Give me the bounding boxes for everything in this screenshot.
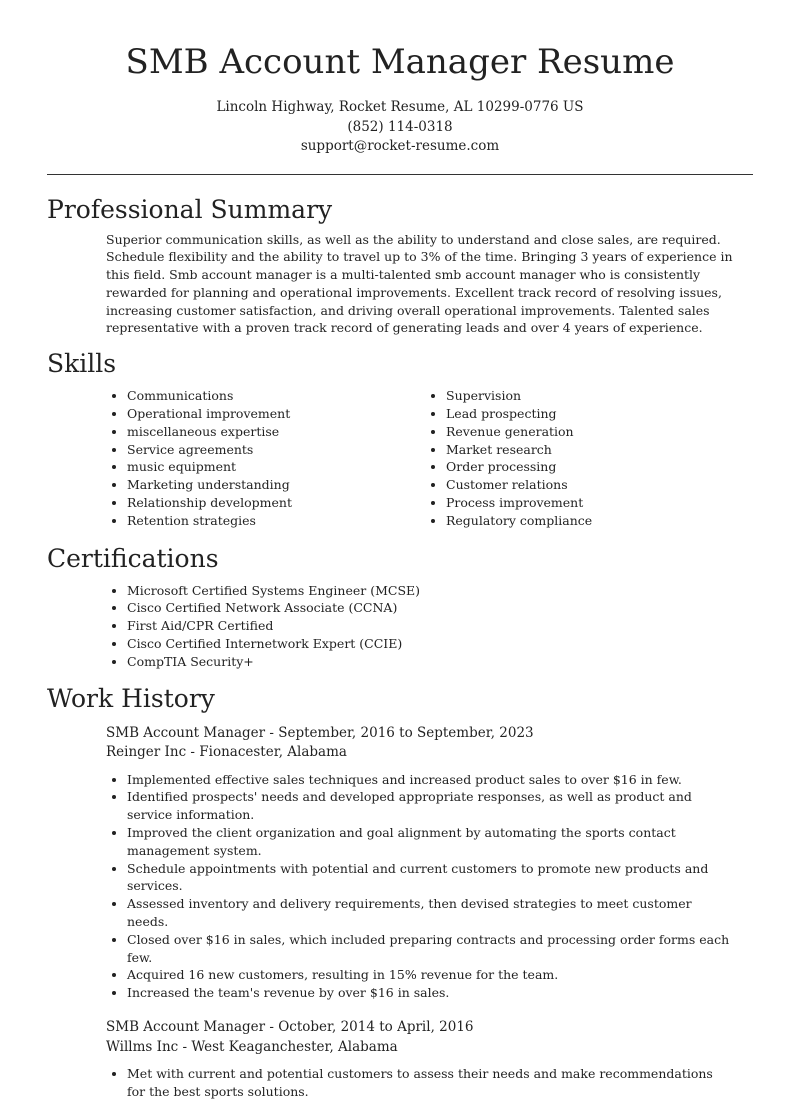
certifications-section (47, 542, 753, 671)
skill-item: • Relationship development (127, 494, 367, 512)
contact-address: Lincoln Highway, Rocket Resume, AL 10299-0776 US (216, 99, 584, 115)
certification-item: • First Aid/CPR Certified (127, 617, 753, 635)
job-bullet: • Acquired 16 new customers, resulting in 15% revenue for the team. (127, 966, 733, 984)
skill-item: • Operational improvement (127, 405, 367, 423)
skill-item: • Customer relations (446, 476, 686, 494)
summary-text: Superior communication skills, as well as the ability to understand and close sales, are required. Schedule flexibility and the ability to travel up to 3% of the time. Bringing 3 years of experience in this field. Smb account manager is a multi-talented smb account manager who is consistently rewarded for planning and operational improvements. Excellent track record of resolving issues, increasing customer satisfaction, and driving overall operational improvements. Talented sales representative with a proven track record of generating leads and over 4 years of experience. (106, 231, 733, 336)
skill-item: • Regulatory compliance (446, 512, 686, 530)
skills-list-left (47, 387, 367, 529)
job-title-line: SMB Account Manager - October, 2014 to April, 2016 (106, 1019, 474, 1035)
skill-item: • Supervision (446, 387, 686, 405)
header-divider (47, 174, 753, 175)
certifications-list (47, 582, 753, 671)
skill-item: • Retention strategies (127, 512, 367, 530)
work-history-heading: Work History (47, 683, 215, 713)
skill-item: • Lead prospecting (446, 405, 686, 423)
job-entry (47, 724, 753, 1002)
skill-item: • Communications (127, 387, 367, 405)
summary-section (47, 193, 753, 338)
job-bullet: • Assessed inventory and delivery requirements, then devised strategies to meet customer needs. (127, 895, 733, 931)
job-company-line: Willms Inc - West Keaganchester, Alabama (106, 1038, 398, 1055)
job-entry (47, 1018, 753, 1101)
skill-item: • Market research (446, 441, 686, 459)
resume-header (47, 0, 753, 157)
contact-phone: (852) 114-0318 (347, 118, 453, 135)
skill-item: • Revenue generation (446, 423, 686, 441)
skill-item: • Marketing understanding (127, 476, 367, 494)
skill-item: • Order processing (446, 458, 686, 476)
skills-columns (47, 387, 753, 529)
certifications-heading: Certifications (47, 543, 219, 573)
skills-section (47, 347, 753, 529)
skills-list-right (367, 387, 686, 529)
certification-item: • CompTIA Security+ (127, 653, 753, 671)
skill-item: • Service agreements (127, 441, 367, 459)
job-bullet: • Increased the team's revenue by over $16 in sales. (127, 984, 733, 1002)
job-bullet: • Implemented effective sales techniques and increased product sales to over $16 in few. (127, 771, 733, 789)
job-title-line: SMB Account Manager - September, 2016 to September, 2023 (106, 724, 534, 741)
job-bullets (47, 771, 753, 1002)
certification-item: • Cisco Certified Internetwork Expert (CCIE) (127, 635, 753, 653)
summary-heading: Professional Summary (47, 194, 333, 224)
job-bullet: • Met with current and potential customers to assess their needs and make recommendations for the best sports solutions. (127, 1065, 733, 1101)
skill-item: • music equipment (127, 458, 367, 476)
job-bullet: • Schedule appointments with potential and current customers to promote new products and services. (127, 860, 733, 896)
job-bullet: • Identified prospects' needs and developed appropriate responses, as well as product and service information. (127, 788, 733, 824)
certification-item: • Cisco Certified Network Associate (CCNA) (127, 599, 753, 617)
work-history-section (47, 682, 753, 1101)
job-bullets (47, 1065, 753, 1101)
skill-item: • miscellaneous expertise (127, 423, 367, 441)
skill-item: • Process improvement (446, 494, 686, 512)
job-company-line: Reinger Inc - Fionacester, Alabama (106, 744, 347, 761)
resume-title: SMB Account Manager Resume (125, 42, 675, 82)
job-bullet: • Improved the client organization and goal alignment by automating the sports contact management system. (127, 824, 733, 860)
skills-heading: Skills (47, 349, 117, 379)
contact-email: support@rocket-resume.com (300, 138, 500, 154)
job-bullet: • Closed over $16 in sales, which included preparing contracts and processing order forms each few. (127, 931, 733, 967)
certification-item: • Microsoft Certified Systems Engineer (MCSE) (127, 582, 753, 600)
